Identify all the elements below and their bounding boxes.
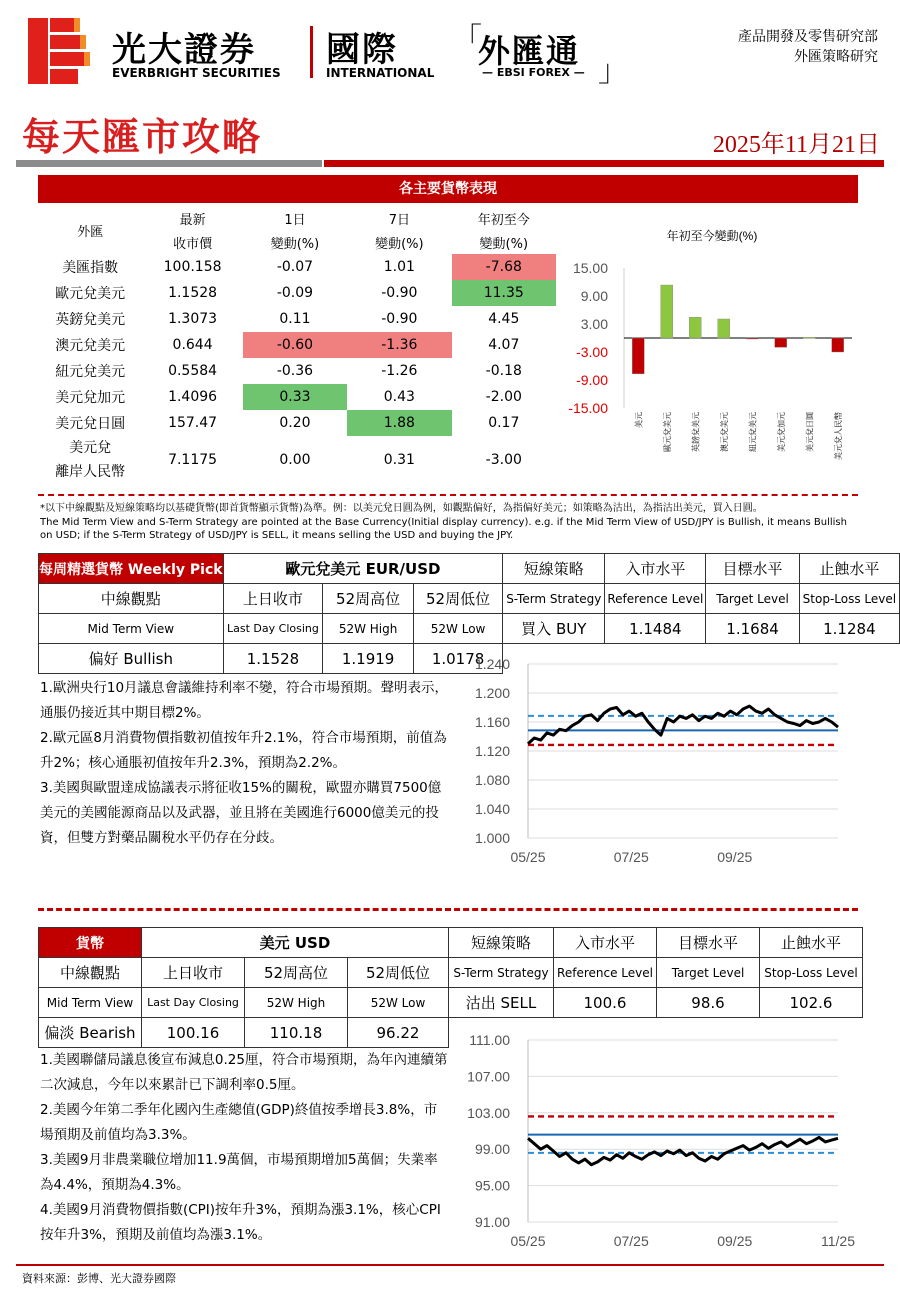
y-tick-label: 103.00 — [467, 1104, 510, 1121]
view-value: 偏淡 Bearish — [39, 1018, 142, 1048]
logo-intl-en-text: INTERNATIONAL — [326, 66, 435, 80]
x-tick-label: 紐元兌美元 — [748, 412, 758, 452]
row-name: 美元兌加元 — [55, 390, 126, 406]
stop-level-label: Stop-Loss Level — [799, 584, 899, 614]
x-tick-label: 美元兌日圓 — [805, 412, 815, 452]
target-level-label: Target Level — [657, 958, 760, 988]
row-ytd: -2.00 — [485, 389, 522, 405]
header-d1: 1日 — [284, 212, 306, 228]
chart-title: 年初至今變動(%) — [666, 229, 758, 243]
row-d1: 0.20 — [279, 415, 311, 431]
x-tick-label: 美元兌人民幣 — [833, 412, 843, 460]
row-d7: 1.01 — [383, 259, 415, 275]
row-close: 1.1528 — [168, 285, 218, 301]
target-value: 98.6 — [657, 988, 760, 1018]
mid-view-en-label: Mid Term View — [39, 614, 224, 644]
y-tick-label: 1.240 — [474, 656, 510, 672]
row-d7: 0.43 — [383, 389, 415, 405]
logo-main-text: 光大證券 — [112, 30, 256, 70]
x-tick-label: 歐元兌美元 — [662, 412, 672, 452]
price-series-line — [528, 1137, 838, 1164]
header-rule-red — [324, 160, 884, 167]
last-close-en-label: Last Day Closing — [223, 614, 323, 644]
note-item: 1.歐洲央行10月議息會議維持利率不變，符合市場預期。聲明表示，通脹仍接近其中期目標2%。 — [40, 680, 449, 721]
high52-value: 1.1919 — [323, 644, 414, 674]
low52-label: 52周低位 — [348, 958, 449, 988]
y-tick-label: 1.080 — [474, 772, 510, 788]
price-series-line — [528, 706, 838, 744]
x-tick-label: 澳元兌美元 — [719, 412, 729, 452]
logo — [28, 18, 90, 84]
y-tick-label: 15.00 — [572, 260, 608, 276]
row-ytd: 4.07 — [488, 337, 520, 353]
bar — [632, 338, 644, 374]
note-item: 2.美國今年第二季年化國內生產總值(GDP)終值按季增長3.8%，市場預期及前值均為3.3%。 — [40, 1102, 438, 1143]
y-tick-label: 111.00 — [469, 1032, 510, 1048]
entry-value: 1.1484 — [605, 614, 706, 644]
report-date: 2025年11月21日 — [712, 132, 880, 158]
x-tick-label: 美元兌加元 — [776, 412, 786, 452]
stop-header: 止蝕水平 — [760, 928, 863, 958]
table-row — [38, 332, 556, 358]
row-name: 紐元兌美元 — [55, 364, 126, 380]
row-close: 0.644 — [172, 337, 213, 353]
x-tick-label: 11/25 — [821, 1233, 855, 1249]
y-tick-label: -15.00 — [568, 400, 608, 416]
last-close-label: 上日收市 — [142, 958, 245, 988]
header-ytd: 年初至今 — [477, 212, 530, 228]
performance-banner-text: 各主要貨幣表現 — [399, 181, 497, 197]
header-latest: 最新 — [179, 212, 206, 228]
note-item: 1.美國聯儲局議息後宣布減息0.25厘，符合市場預期，為年內連續第二次減息，今年以來累計已下調利率0.5厘。 — [40, 1052, 448, 1093]
row-d1: -0.36 — [276, 363, 314, 379]
row-close: 157.47 — [168, 415, 218, 431]
last-close-en-label: Last Day Closing — [142, 988, 245, 1018]
brand-bracket-open: 「 — [452, 22, 482, 57]
y-tick-label: 99.00 — [474, 1141, 510, 1158]
target-value: 1.1684 — [706, 614, 799, 644]
logo-en-text: EVERBRIGHT SECURITIES — [112, 66, 281, 80]
y-tick-label: 3.00 — [580, 316, 608, 332]
bar — [803, 337, 815, 338]
row-close: 7.1175 — [168, 452, 218, 468]
bar — [746, 338, 758, 339]
y-tick-label: 1.120 — [474, 743, 510, 759]
bar — [718, 319, 730, 338]
logo-intl-text: 國際 — [326, 30, 398, 70]
table-row — [38, 384, 556, 410]
action-value: 買入 BUY — [503, 614, 605, 644]
x-tick-label: 07/25 — [613, 1233, 649, 1249]
everbright-logo-icon — [28, 18, 90, 84]
row-name-line2: 離岸人民幣 — [55, 464, 126, 480]
y-tick-label: 9.00 — [580, 288, 608, 304]
header-d7-sub: 變動(%) — [375, 236, 424, 252]
low52-en-label: 52W Low — [348, 988, 449, 1018]
ref-level-label: Reference Level — [605, 584, 706, 614]
high52-en-label: 52W High — [323, 614, 414, 644]
low52-en-label: 52W Low — [413, 614, 502, 644]
pick-pair: 歐元兌美元 EUR/USD — [223, 554, 503, 584]
row-ytd: -7.68 — [452, 254, 556, 280]
action-value: 沽出 SELL — [449, 988, 554, 1018]
y-tick-label: 1.040 — [474, 801, 510, 817]
row-name — [38, 436, 142, 484]
y-tick-label: 1.160 — [474, 714, 510, 730]
row-d7: -0.90 — [381, 311, 418, 327]
ytd-bar-chart — [562, 210, 858, 494]
bottom-rule — [16, 1264, 884, 1266]
x-tick-label: 美元 — [634, 412, 644, 428]
stop-value: 1.1284 — [799, 614, 899, 644]
table-row — [38, 254, 556, 280]
stop-level-label: Stop-Loss Level — [760, 958, 863, 988]
row-d7: -0.90 — [381, 285, 418, 301]
source-note: 資料來源：彭博、光大證券國際 — [22, 1272, 176, 1285]
y-tick-label: -3.00 — [576, 344, 608, 360]
entry-header: 入市水平 — [605, 554, 706, 584]
row-d7: -1.26 — [381, 363, 418, 379]
department: 產品開發及零售研究部 — [738, 29, 878, 45]
row-name: 美匯指數 — [62, 260, 119, 276]
x-tick-label: 英鎊兌美元 — [691, 412, 701, 452]
high52-en-label: 52W High — [245, 988, 348, 1018]
stop-value: 102.6 — [760, 988, 863, 1018]
row-d7: 1.88 — [347, 410, 451, 436]
row-name: 美元兌日圓 — [55, 416, 126, 432]
low52-value: 1.0178 — [413, 644, 502, 674]
section-divider — [38, 908, 858, 911]
bar — [832, 338, 844, 352]
pick2-notes — [40, 1048, 450, 1248]
y-tick-label: 1.200 — [474, 685, 510, 701]
row-name: 英鎊兌美元 — [55, 312, 126, 328]
weekly-pick-tag: 每周精選貨幣 Weekly Pick — [39, 554, 224, 584]
performance-bottom-border — [38, 494, 858, 496]
row-d1: 0.33 — [243, 384, 347, 410]
row-d1: -0.07 — [276, 259, 314, 275]
row-d1: 0.11 — [279, 311, 311, 327]
header-latest-sub: 收市價 — [173, 236, 213, 252]
row-name: 澳元兌美元 — [55, 338, 126, 354]
row-ytd: -0.18 — [485, 363, 522, 379]
low52-value: 96.22 — [348, 1018, 449, 1048]
y-tick-label: 95.00 — [474, 1177, 510, 1194]
brand-bracket-close: 」 — [598, 54, 628, 89]
row-close: 1.3073 — [168, 311, 218, 327]
usd-line-chart — [452, 1028, 858, 1262]
x-tick-label: 07/25 — [613, 849, 649, 865]
header-d1-sub: 變動(%) — [270, 236, 320, 252]
note-item: 3.美國9月非農業職位增加11.9萬個，市場預期增加5萬個；失業率為4.4%，預期為4.3%。 — [40, 1152, 438, 1193]
high52-label: 52周高位 — [323, 584, 414, 614]
note-item: 2.歐元區8月消費物價指數初值按年升2.1%，符合市場預期，前值為升2%；核心通脹初值按年升2.3%，預期為2.2%。 — [40, 730, 447, 771]
row-name-line1: 美元兌 — [69, 440, 112, 456]
bar — [689, 317, 701, 338]
ref-level-label: Reference Level — [554, 958, 657, 988]
close-value: 1.1528 — [223, 644, 323, 674]
row-ytd: -3.00 — [485, 452, 522, 468]
header-rule-gray — [16, 160, 322, 167]
page-title: 每天匯市攻略 — [22, 115, 263, 159]
y-tick-label: 107.00 — [467, 1068, 510, 1085]
stop-header: 止蝕水平 — [799, 554, 899, 584]
table-row — [38, 280, 556, 306]
pick-pair: 美元 USD — [142, 928, 449, 958]
close-value: 100.16 — [142, 1018, 245, 1048]
mid-view-label: 中線觀點 — [39, 584, 224, 614]
y-tick-label: 91.00 — [474, 1214, 510, 1230]
high52-value: 110.18 — [245, 1018, 348, 1048]
mid-view-label: 中線觀點 — [39, 958, 142, 988]
row-close: 1.4096 — [168, 389, 218, 405]
eurusd-line-chart — [452, 652, 858, 878]
x-tick-label: 05/25 — [510, 849, 546, 865]
disclaimer-en: The Mid Term View and S-Term Strategy are pointed at the Base Currency(Initial display currency). e.g. if the Mid Term View of USD/JPY is Bullish, it means Bullish on USD; if the S-Term Strategy of USD/JPY is SELL, it means selling the USD and buying the JPY. — [40, 517, 847, 541]
bar — [661, 285, 673, 338]
row-d7: -1.36 — [347, 332, 451, 358]
header-d7: 7日 — [388, 212, 410, 228]
view-value: 偏好 Bullish — [39, 644, 224, 674]
row-name: 歐元兌美元 — [55, 286, 126, 302]
row-ytd: 11.35 — [452, 280, 556, 306]
row-close: 100.158 — [163, 259, 222, 275]
row-ytd: 0.17 — [488, 415, 520, 431]
entry-header: 入市水平 — [554, 928, 657, 958]
row-d7: 0.31 — [383, 452, 415, 468]
strategy-header: 短線策略 — [503, 554, 605, 584]
row-d1: -0.09 — [276, 285, 314, 301]
note-item: 3.美國與歐盟達成協議表示將征收15%的關稅，歐盟亦購買7500億美元的美國能源商品以及武器，並且將在美國進行6000億美元的投資，但雙方對藥品關稅水平仍存在分歧。 — [40, 780, 442, 846]
performance-banner — [38, 175, 858, 203]
brand-en: — EBSI FOREX — — [482, 66, 585, 79]
mid-view-en-label: Mid Term View — [39, 988, 142, 1018]
disclaimer-cn: *以下中線觀點及短線策略均以基礎貨幣(即首貨幣顯示貨幣)為準。例：以美元兌日圓為例，如觀點偏好，為指偏好美元；如策略為沽出，為指沽出美元，買入日圓。 — [40, 503, 763, 514]
sub-department: 外匯策略研究 — [794, 49, 878, 65]
logo-divider — [310, 26, 313, 78]
s-term-label: S-Term Strategy — [449, 958, 554, 988]
note-item: 4.美國9月消費物價指數(CPI)按年升3%，預期為漲3.1%，核心CPI按年升3%，預期及前值均為漲3.1%。 — [40, 1202, 441, 1243]
table-row — [38, 358, 556, 384]
s-term-label: S-Term Strategy — [503, 584, 605, 614]
y-tick-label: 1.000 — [474, 830, 510, 846]
row-close: 0.5584 — [168, 363, 218, 379]
brand-cn: 外匯通 — [478, 32, 581, 70]
row-d1: 0.00 — [279, 452, 311, 468]
pick1-notes — [40, 676, 450, 851]
currency-tag: 貨幣 — [39, 928, 142, 958]
high52-label: 52周高位 — [245, 958, 348, 988]
entry-value: 100.6 — [554, 988, 657, 1018]
table-row — [38, 410, 556, 436]
strategy-header: 短線策略 — [449, 928, 554, 958]
header-fx: 外匯 — [77, 224, 104, 240]
low52-label: 52周低位 — [413, 584, 502, 614]
row-ytd: 4.45 — [488, 311, 520, 327]
header-ytd-sub: 變動(%) — [479, 236, 529, 252]
target-header: 目標水平 — [657, 928, 760, 958]
x-tick-label: 09/25 — [717, 849, 753, 865]
last-close-label: 上日收市 — [223, 584, 323, 614]
target-level-label: Target Level — [706, 584, 799, 614]
bar — [775, 338, 787, 347]
row-d1: -0.60 — [243, 332, 347, 358]
x-tick-label: 09/25 — [717, 1233, 753, 1249]
performance-table — [38, 206, 556, 484]
table-row — [38, 306, 556, 332]
y-tick-label: -9.00 — [576, 372, 608, 388]
x-tick-label: 05/25 — [510, 1233, 546, 1249]
target-header: 目標水平 — [706, 554, 799, 584]
